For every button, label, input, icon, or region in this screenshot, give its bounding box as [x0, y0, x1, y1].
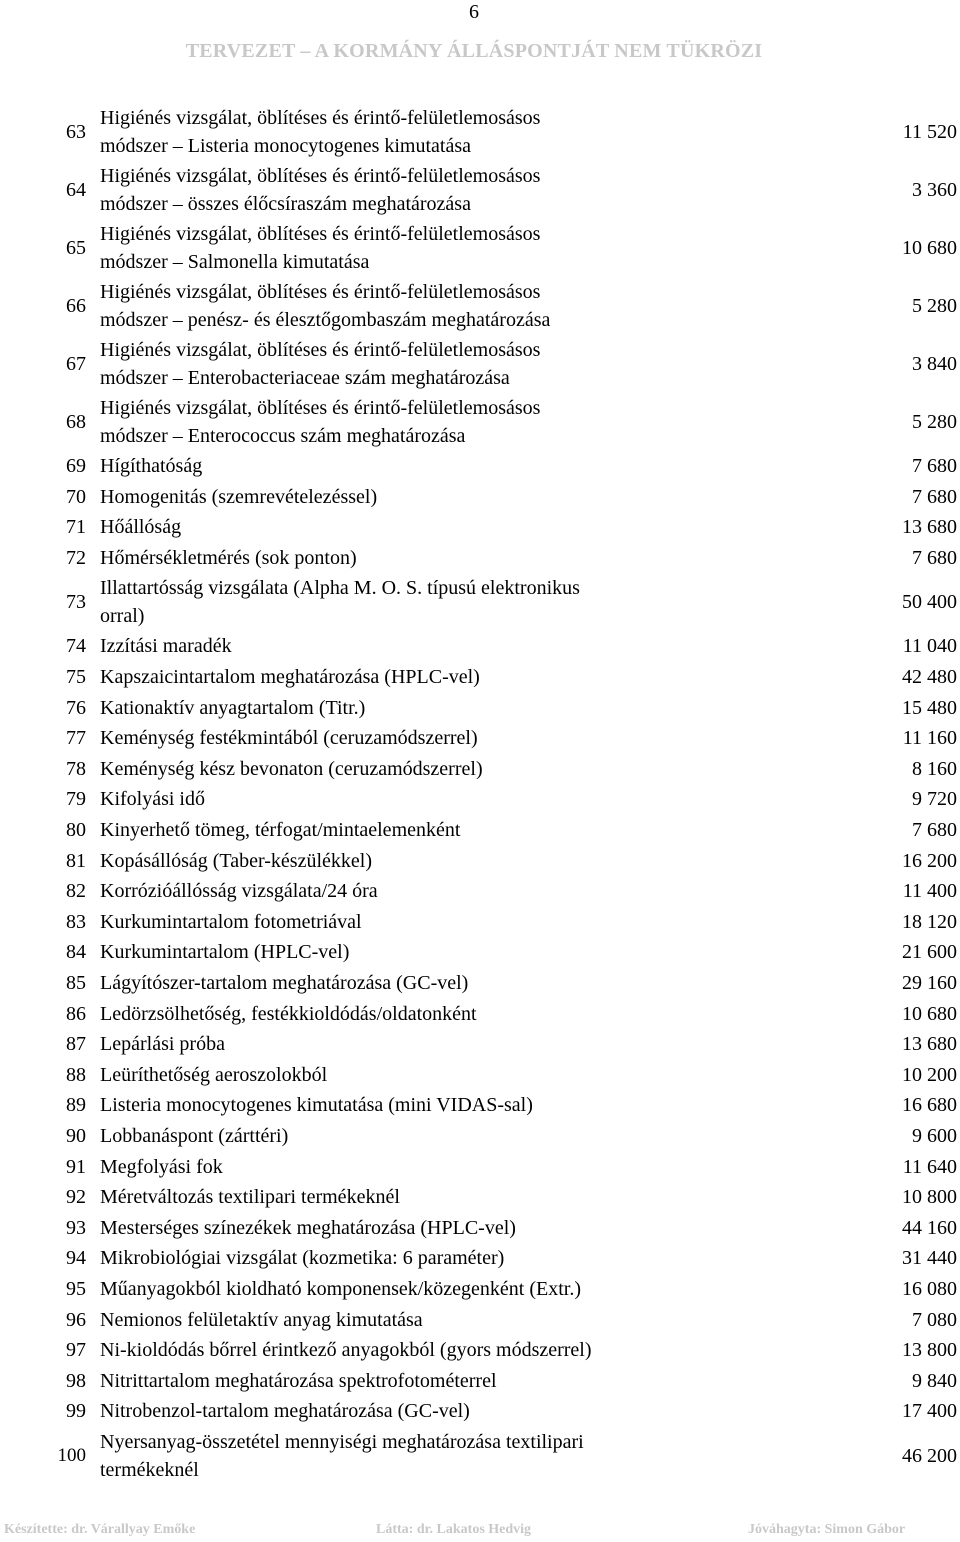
row-price: 21 600	[902, 941, 957, 964]
row-price: 46 200	[902, 1445, 957, 1467]
row-number: 93	[66, 1216, 86, 1239]
row-description	[100, 968, 800, 999]
row-description	[100, 1274, 800, 1305]
row-description	[100, 784, 800, 815]
row-description-line: Kurkumintartalom fotometriával	[100, 910, 362, 933]
row-number: 73	[66, 591, 86, 614]
row-number: 88	[66, 1063, 86, 1086]
row-number: 89	[66, 1094, 86, 1117]
row-description	[100, 574, 800, 630]
row-description	[100, 278, 800, 334]
row-number: 94	[66, 1247, 86, 1270]
row-description-line: Higiénés vizsgálat, öblítéses és érintő-felületlemosásos	[100, 165, 541, 187]
row-number: 77	[66, 727, 86, 750]
table-row	[0, 1152, 960, 1183]
row-description	[100, 1305, 800, 1336]
row-description-line: Izzítási maradék	[100, 635, 232, 658]
table-row	[0, 754, 960, 785]
row-description-line: Mesterséges színezékek meghatározása (HPLC-vel)	[100, 1216, 516, 1239]
table-row	[0, 693, 960, 724]
row-price: 9 840	[912, 1369, 957, 1392]
row-price: 13 680	[902, 1033, 957, 1056]
draft-notice-header: TERVEZET – A KORMÁNY ÁLLÁSPONTJÁT NEM TÜKRÖZI	[185, 40, 763, 62]
row-price: 5 280	[912, 411, 957, 433]
row-description	[100, 846, 800, 877]
row-number: 66	[66, 295, 86, 317]
row-price: 7 680	[912, 819, 957, 841]
row-price: 9 720	[912, 788, 957, 811]
row-description-line: Mikrobiológiai vizsgálat (kozmetika: 6 paraméter)	[100, 1247, 505, 1270]
row-description-line: Lágyítószer-tartalom meghatározása (GC-vel)	[100, 972, 469, 994]
row-description	[100, 451, 800, 482]
table-row	[0, 1090, 960, 1121]
row-description	[100, 1121, 800, 1152]
row-price: 11 400	[902, 880, 957, 903]
row-description-line: Megfolyási fok	[100, 1155, 223, 1178]
row-description	[100, 1428, 800, 1484]
row-description-line: Korrózióállósság vizsgálata/24 óra	[100, 880, 378, 903]
row-description	[100, 1182, 800, 1213]
row-number: 85	[66, 972, 86, 994]
row-description	[100, 1060, 800, 1091]
row-number: 83	[66, 910, 86, 933]
table-row	[0, 723, 960, 754]
row-description	[100, 104, 800, 160]
row-description	[100, 220, 800, 276]
row-price: 50 400	[902, 591, 957, 614]
row-price: 10 800	[902, 1186, 957, 1209]
row-price: 10 200	[902, 1063, 957, 1086]
row-number: 100	[57, 1445, 86, 1466]
row-description-line: Műanyagokból kioldható komponensek/közegenként (Extr.)	[100, 1278, 582, 1300]
table-row	[0, 631, 960, 662]
row-number: 65	[66, 237, 86, 259]
row-price: 10 680	[902, 237, 957, 259]
row-description-line: Nemionos felületaktív anyag kimutatása	[100, 1308, 423, 1331]
row-price: 16 200	[902, 849, 957, 872]
row-number: 69	[66, 455, 86, 477]
row-description-line: Hőmérsékletmérés (sok ponton)	[100, 546, 357, 569]
row-description	[100, 1090, 800, 1121]
row-description	[100, 1152, 800, 1183]
row-description-line: orral)	[100, 605, 145, 628]
row-description-line: Leüríthetőség aeroszolokból	[100, 1063, 328, 1086]
row-number: 79	[66, 788, 86, 811]
row-description-line: Ni-kioldódás bőrrel érintkező anyagokból (gyors módszerrel)	[100, 1339, 592, 1362]
table-row	[0, 103, 960, 161]
row-description	[100, 999, 800, 1030]
row-price: 15 480	[902, 696, 957, 719]
row-price: 13 800	[902, 1339, 957, 1362]
row-description	[100, 754, 800, 785]
row-number: 63	[66, 121, 86, 143]
row-description	[100, 1335, 800, 1366]
row-price: 3 360	[912, 179, 957, 201]
table-row	[0, 1366, 960, 1397]
row-description	[100, 662, 800, 693]
row-description-line: módszer – Enterobacteriaceae szám meghatározása	[100, 367, 510, 389]
table-row	[0, 543, 960, 574]
row-description-line: módszer – Salmonella kimutatása	[100, 251, 370, 273]
page-number: 6	[469, 1, 479, 23]
table-row	[0, 784, 960, 815]
row-price: 3 840	[912, 353, 957, 375]
row-description-line: Keménység festékmintából (ceruzamódszerrel)	[100, 727, 478, 750]
row-description-line: Keménység kész bevonaton (ceruzamódszerrel)	[100, 757, 483, 780]
row-description-line: Kinyerhető tömeg, térfogat/mintaelemenként	[100, 819, 461, 841]
row-description	[100, 543, 800, 574]
table-row	[0, 1274, 960, 1305]
row-price: 31 440	[902, 1247, 957, 1270]
row-price: 11 520	[902, 121, 957, 143]
row-description	[100, 1029, 800, 1060]
row-description-line: Higiénés vizsgálat, öblítéses és érintő-felületlemosásos	[100, 339, 541, 361]
row-number: 70	[66, 485, 86, 508]
row-description-line: Méretváltozás textilipari termékeknél	[100, 1186, 400, 1209]
table-row	[0, 573, 960, 631]
row-number: 90	[66, 1125, 86, 1147]
row-number: 96	[66, 1308, 86, 1331]
row-price: 10 680	[902, 1002, 957, 1025]
row-description-line: Listeria monocytogenes kimutatása (mini VIDAS-sal)	[100, 1094, 533, 1117]
row-description	[100, 937, 800, 968]
row-number: 99	[66, 1400, 86, 1423]
row-description-line: Kationaktív anyagtartalom (Titr.)	[100, 696, 366, 719]
table-row	[0, 277, 960, 335]
row-number: 87	[66, 1033, 86, 1056]
row-number: 81	[66, 849, 86, 872]
row-number: 75	[66, 666, 86, 688]
row-price: 18 120	[902, 910, 957, 933]
row-description	[100, 631, 800, 662]
footer-approved-by: Jóváhagyta: Simon Gábor	[748, 1522, 906, 1537]
footer	[0, 1519, 960, 1541]
table-row	[0, 1396, 960, 1427]
row-number: 74	[66, 635, 86, 658]
row-description-line: Nyersanyag-összetétel mennyiségi meghatározása textilipari	[100, 1431, 584, 1453]
row-description-line: Homogenitás (szemrevételezéssel)	[100, 485, 378, 508]
row-number: 84	[66, 941, 86, 964]
row-price: 29 160	[902, 972, 957, 994]
row-description-line: Kopásállóság (Taber-készülékkel)	[100, 849, 372, 872]
row-number: 80	[66, 819, 86, 841]
row-number: 71	[66, 516, 86, 539]
row-description-line: termékeknél	[100, 1459, 199, 1481]
row-description-line: Kifolyási idő	[100, 788, 205, 811]
row-description-line: Higiénés vizsgálat, öblítéses és érintő-felületlemosásos	[100, 397, 541, 419]
row-price: 7 680	[912, 455, 957, 477]
table-row	[0, 161, 960, 219]
row-number: 92	[66, 1186, 86, 1209]
row-description-line: módszer – penész- és élesztőgombaszám meghatározása	[100, 309, 551, 331]
row-description	[100, 482, 800, 513]
row-description-line: Hígíthatóság	[100, 455, 203, 477]
row-description	[100, 1213, 800, 1244]
row-price: 9 600	[912, 1125, 957, 1147]
row-description	[100, 723, 800, 754]
row-price: 11 640	[902, 1155, 957, 1178]
table-row	[0, 1305, 960, 1336]
row-price: 5 280	[912, 295, 957, 317]
row-number: 67	[66, 353, 86, 375]
table-row	[0, 968, 960, 999]
table-row	[0, 662, 960, 693]
table-row	[0, 1335, 960, 1366]
row-description	[100, 512, 800, 543]
row-description-line: Lepárlási próba	[100, 1033, 225, 1056]
table-row	[0, 1182, 960, 1213]
row-description	[100, 693, 800, 724]
row-price: 7 680	[912, 546, 957, 569]
row-price: 42 480	[902, 666, 957, 688]
row-price: 11 040	[902, 635, 957, 658]
row-description	[100, 876, 800, 907]
table-row	[0, 1029, 960, 1060]
row-price: 7 680	[912, 485, 957, 508]
row-description	[100, 336, 800, 392]
table-row	[0, 815, 960, 846]
row-number: 68	[66, 411, 86, 433]
row-description	[100, 162, 800, 218]
row-description-line: Lobbanáspont (zárttéri)	[100, 1125, 289, 1147]
row-price: 17 400	[902, 1400, 957, 1423]
row-description-line: Nitrobenzol-tartalom meghatározása (GC-vel)	[100, 1400, 470, 1423]
row-price: 44 160	[902, 1216, 957, 1239]
row-description-line: Ledörzsölhetőség, festékkioldódás/oldatonként	[100, 1002, 477, 1025]
table-row	[0, 482, 960, 513]
row-description-line: módszer – összes élőcsíraszám meghatározása	[100, 193, 471, 215]
row-number: 86	[66, 1002, 86, 1025]
row-price: 7 080	[912, 1308, 957, 1331]
row-description-line: Nitrittartalom meghatározása spektrofotométerrel	[100, 1369, 497, 1392]
row-number: 95	[66, 1278, 86, 1300]
table-row	[0, 846, 960, 877]
table-row	[0, 451, 960, 482]
table-row	[0, 1427, 960, 1485]
table-row	[0, 907, 960, 938]
table-row	[0, 393, 960, 451]
row-description-line: Higiénés vizsgálat, öblítéses és érintő-felületlemosásos	[100, 223, 541, 245]
row-number: 64	[66, 179, 86, 201]
row-description	[100, 394, 800, 450]
row-description-line: Kapszaicintartalom meghatározása (HPLC-vel)	[100, 666, 480, 688]
row-price: 16 080	[902, 1278, 957, 1300]
row-number: 82	[66, 880, 86, 903]
row-description	[100, 1243, 800, 1274]
row-description	[100, 1366, 800, 1397]
table-row	[0, 219, 960, 277]
table-row	[0, 937, 960, 968]
row-description-line: Hőállóság	[100, 516, 182, 539]
row-description-line: Higiénés vizsgálat, öblítéses és érintő-felületlemosásos	[100, 281, 541, 303]
row-number: 72	[66, 546, 86, 569]
row-number: 78	[66, 757, 86, 780]
row-description	[100, 1396, 800, 1427]
row-description-line: Higiénés vizsgálat, öblítéses és érintő-felületlemosásos	[100, 107, 541, 129]
row-number: 76	[66, 696, 86, 719]
table-row	[0, 876, 960, 907]
row-price: 11 160	[902, 727, 957, 750]
row-description-line: Kurkumintartalom (HPLC-vel)	[100, 941, 350, 964]
row-price: 16 680	[902, 1094, 957, 1117]
row-description	[100, 907, 800, 938]
row-price: 13 680	[902, 516, 957, 539]
row-description-line: módszer – Enterococcus szám meghatározása	[100, 425, 466, 447]
table-row	[0, 1213, 960, 1244]
row-number: 98	[66, 1369, 86, 1392]
row-price: 8 160	[912, 757, 957, 780]
row-description	[100, 815, 800, 846]
footer-prepared-by: Készítette: dr. Várallyay Emőke	[4, 1522, 196, 1537]
row-number: 97	[66, 1339, 86, 1362]
row-number: 91	[66, 1155, 86, 1178]
table-row	[0, 999, 960, 1030]
table-row	[0, 1243, 960, 1274]
row-description-line: Illattartósság vizsgálata (Alpha M. O. S. típusú elektronikus	[100, 577, 580, 600]
row-description-line: módszer – Listeria monocytogenes kimutatása	[100, 135, 472, 157]
table-row	[0, 335, 960, 393]
table-row	[0, 1121, 960, 1152]
footer-seen-by: Látta: dr. Lakatos Hedvig	[376, 1522, 532, 1537]
table-row	[0, 1060, 960, 1091]
table-row	[0, 512, 960, 543]
